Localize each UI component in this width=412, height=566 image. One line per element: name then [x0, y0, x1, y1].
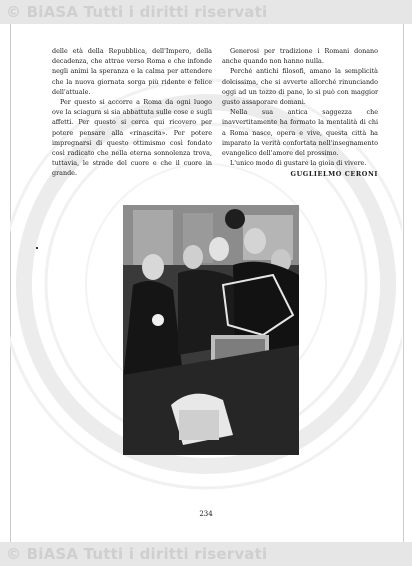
watermark-banner-top [0, 0, 412, 24]
photograph-image-icon [123, 205, 299, 455]
article-right-column [222, 46, 378, 180]
paragraph: Perché antichi filosofi, amano la semplicità dolcissima, che si avverte allorché rinunciando oggi ad un tozzo di pane, lo si può con maggior gusto assaporare domani. [222, 67, 378, 107]
watermark-banner-bottom [0, 542, 412, 566]
article-left-column [52, 46, 212, 179]
watermark-text-top: © BiASA Tutti i diritti riservati [6, 3, 268, 21]
paragraph: delle età della Repubblica, dell'Impero, della decadenza, che attrae verso Roma e che infonde negli animi la speranza e la calma per attendere che la nuova giornata sorga più ridente e felice dell'attuale. [52, 47, 212, 96]
paragraph: Per questo si accorre a Roma da ogni luogo ove la sciagura si sia abbattuta sulle cose e sugli affetti. Per questo si cerca qui ricovero per potere pensare alla «rinascita». Per potere impregnarsi di questo ottimismo così fondato così radicato che nella eterna sonnolenza trova, tuttavia, le strade del cuore e che il cuore in grande. [52, 98, 212, 178]
paragraph: Generosi per tradizione i Romani donano anche quando non hanno nulla. [222, 47, 378, 66]
page-number: 234 [199, 510, 213, 518]
photograph [123, 205, 299, 455]
author-signature: GUGLIELMO CERONI [290, 170, 378, 179]
paragraph: Nella sua antica saggezza che inavvertitamente ha formato la mentalità di chi a Roma nasce, opera e vive, questa città ha imparato la verità confortata nell'insegnamento evangelico dell'amore del prossimo. [222, 108, 378, 158]
watermark-text-bottom: © BiASA Tutti i diritti riservati [6, 545, 268, 563]
paragraph: L'unico modo di gustare la gioia di vivere. [230, 159, 367, 168]
speck [36, 247, 38, 249]
